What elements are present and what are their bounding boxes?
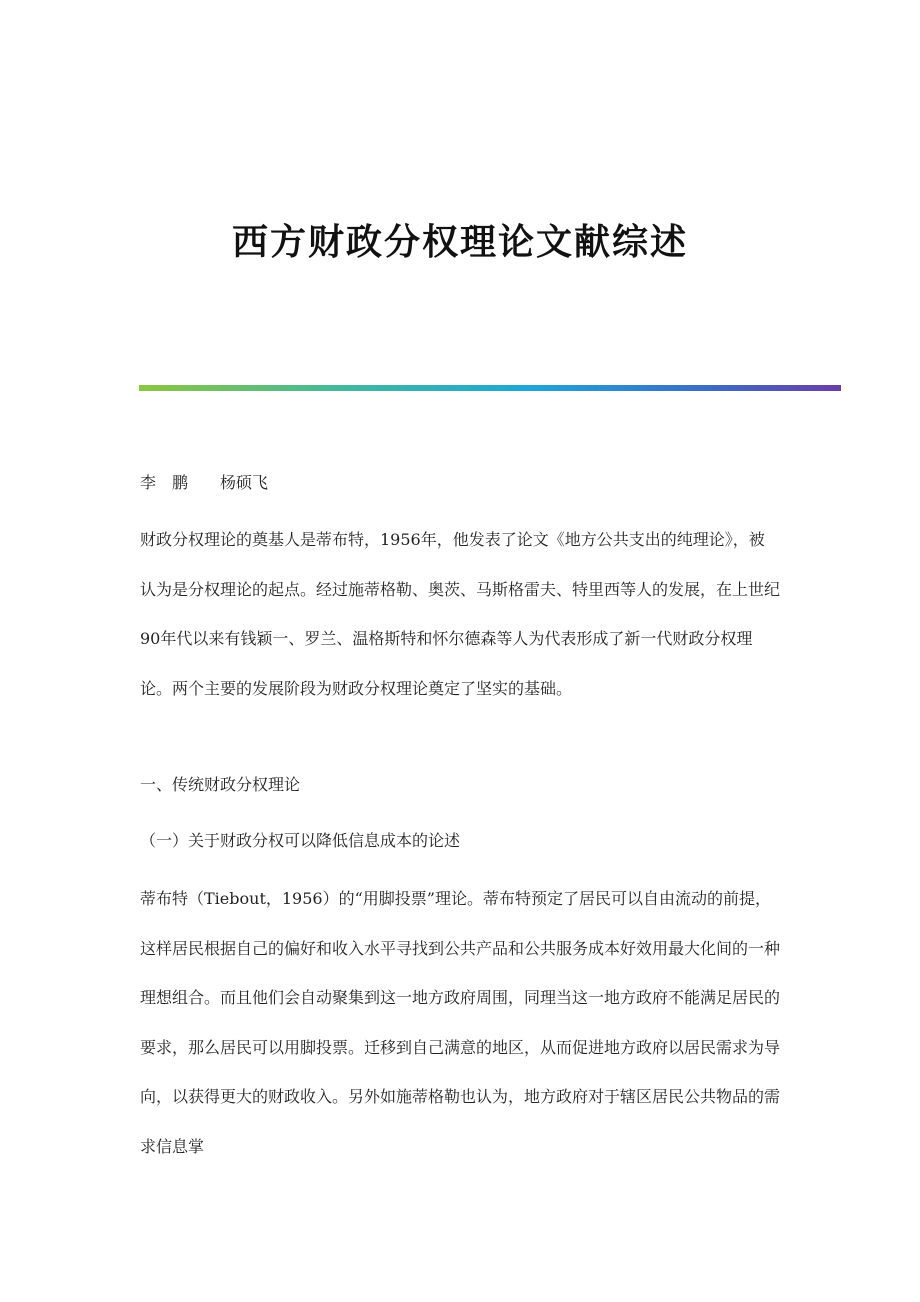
- authors-line: 李 鹏 杨硕飞: [140, 473, 269, 492]
- document-title: 西方财政分权理论文献综述: [231, 221, 688, 263]
- title-divider: [139, 385, 841, 391]
- section-heading: 一、传统财政分权理论: [140, 775, 301, 794]
- body-paragraph-tiebout: 蒂布特（Tiebout，1956）的“用脚投票”理论。蒂布特预定了居民可以自由流动的前提，这样居民根据自己的偏好和收入水平寻找到公共产品和公共服务成本好效用最大化间的一种理想组合。而且他们会自动聚集到这一地方政府周围，同理当这一地方政府不能满足居民的要求，那么居民可以用脚投票。迁移到自己满意的地区，从而促进地方政府以居民需求为导向，以获得更大的财政收入。另外如施蒂格勒也认为，地方政府对于辖区居民公共物品的需求信息掌: [140, 889, 781, 1156]
- subsection-heading: （一）关于财政分权可以降低信息成本的论述: [140, 831, 461, 850]
- body-paragraph-intro: 财政分权理论的奠基人是蒂布特，1956年，他发表了论文《地方公共支出的纯理论》，被认为是分权理论的起点。经过施蒂格勒、奥茨、马斯格雷夫、特里西等人的发展，在上世纪 90年代以来有钱颖一、罗兰、温格斯特和怀尔德森等人为代表形成了新一代财政分权理论。两个主要的发展阶段为财政分权理论奠定了坚实的基础。: [140, 530, 781, 698]
